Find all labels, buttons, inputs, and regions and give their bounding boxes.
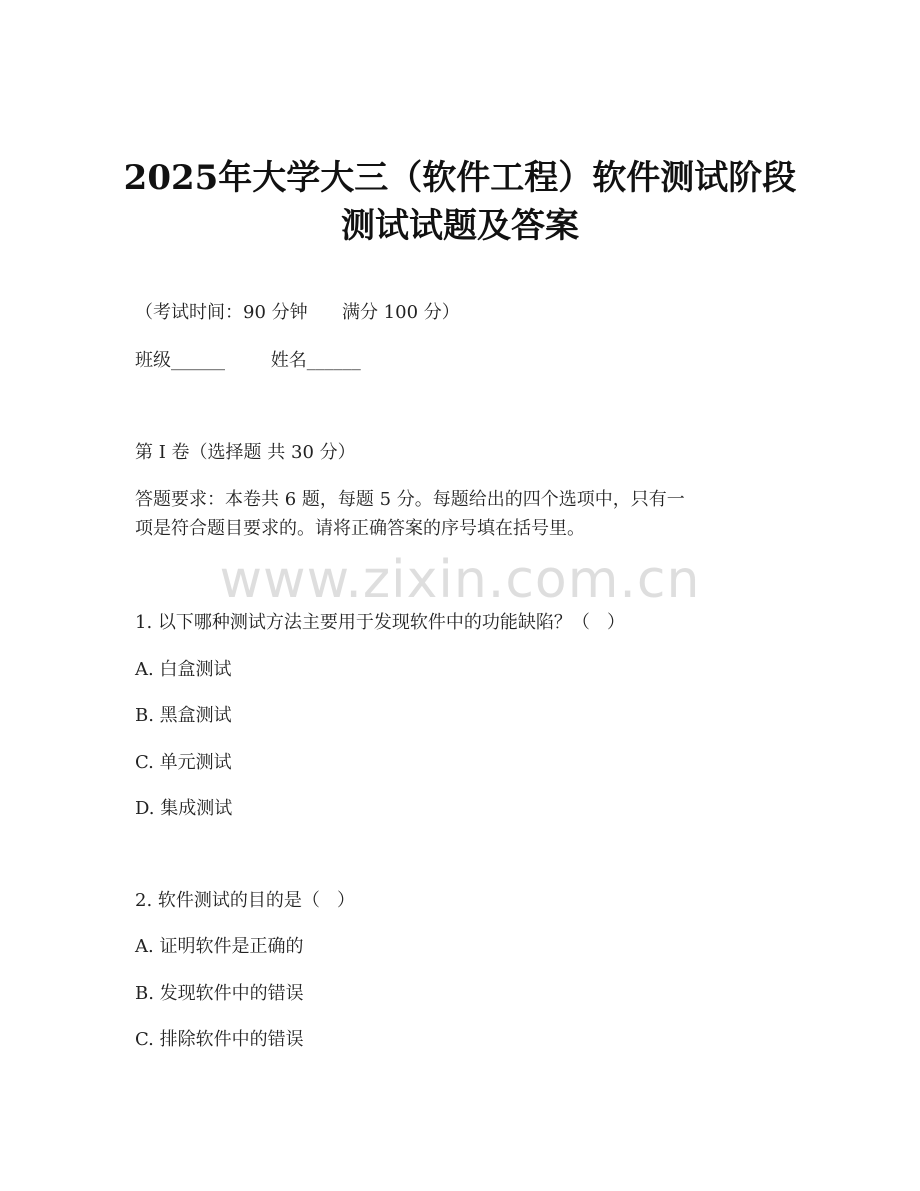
question-1-option-b: B. 黑盒测试 xyxy=(135,705,232,726)
question-1-option-a: A. 白盒测试 xyxy=(135,659,232,680)
watermark: www.zixin.com.cn xyxy=(219,550,701,610)
question-1-option-c: C. 单元测试 xyxy=(135,752,232,773)
document-title-line-1: 2025年大学大三（软件工程）软件测试阶段 xyxy=(123,158,797,198)
question-2-option-b: B. 发现软件中的错误 xyxy=(135,983,304,1004)
question-2-stem: 2. 软件测试的目的是（ ） xyxy=(135,890,356,911)
instructions-line-1: 答题要求：本卷共 6 题，每题 5 分。每题给出的四个选项中，只有一 xyxy=(135,489,685,510)
class-name-fields: 班级______ 姓名______ xyxy=(135,350,361,371)
question-2-option-c: C. 排除软件中的错误 xyxy=(135,1029,304,1050)
question-1-option-d: D. 集成测试 xyxy=(135,798,233,819)
question-1-stem: 1. 以下哪种测试方法主要用于发现软件中的功能缺陷？（ ） xyxy=(135,612,626,633)
exam-info: （考试时间：90 分钟 满分 100 分） xyxy=(135,302,460,323)
section-heading: 第 I 卷（选择题 共 30 分） xyxy=(135,442,356,463)
question-2-option-a: A. 证明软件是正确的 xyxy=(135,936,304,957)
document-title-line-2: 测试试题及答案 xyxy=(341,206,579,246)
instructions-line-2: 项是符合题目要求的。请将正确答案的序号填在括号里。 xyxy=(135,518,585,539)
